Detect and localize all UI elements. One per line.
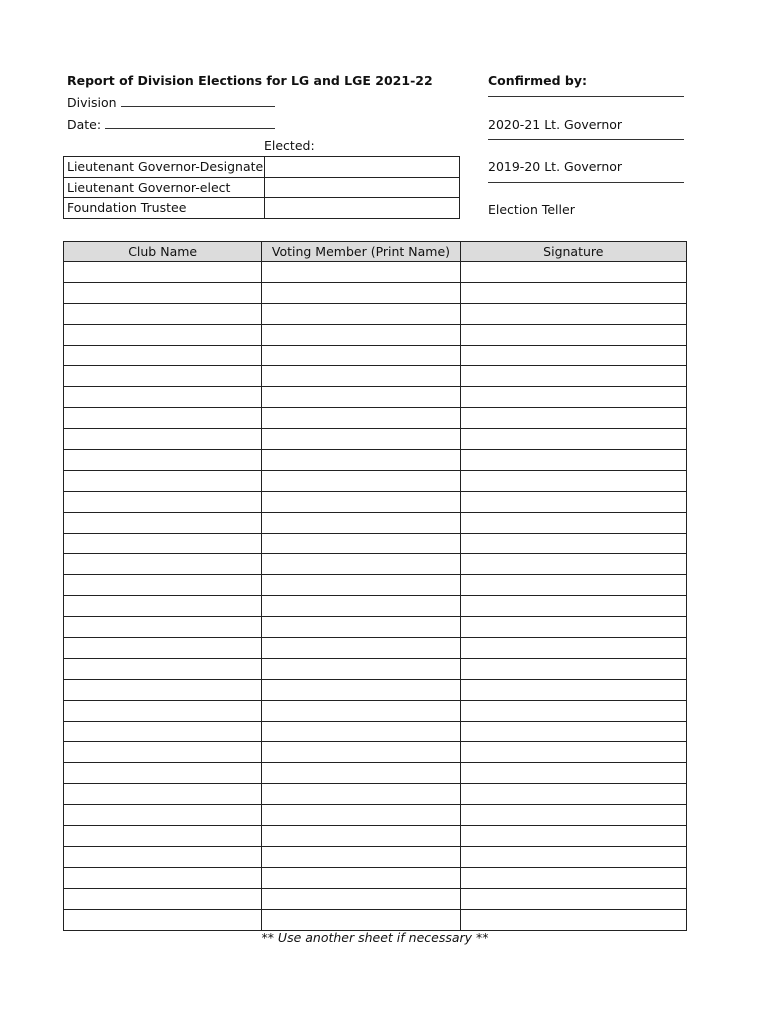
voting-member-cell[interactable] — [262, 721, 460, 742]
table-row — [64, 387, 687, 408]
table-row — [64, 763, 687, 784]
signature-cell[interactable] — [460, 784, 686, 805]
voting-member-cell[interactable] — [262, 262, 460, 283]
signature-cell[interactable] — [460, 345, 686, 366]
club-name-cell[interactable] — [64, 345, 262, 366]
voting-member-cell[interactable] — [262, 888, 460, 909]
report-title: Report of Division Elections for LG and LGE 2021-22 — [67, 73, 433, 88]
elected-name-cell[interactable] — [265, 157, 460, 178]
signature-line[interactable] — [488, 139, 684, 140]
table-row — [64, 721, 687, 742]
division-label: Division — [67, 95, 117, 110]
voting-table — [63, 241, 687, 931]
table-row — [64, 700, 687, 721]
voting-member-cell[interactable] — [262, 345, 460, 366]
table-row — [64, 784, 687, 805]
signature-cell[interactable] — [460, 262, 686, 283]
table-row — [64, 470, 687, 491]
signature-cell[interactable] — [460, 846, 686, 867]
elected-row — [64, 177, 460, 198]
voting-member-cell[interactable] — [262, 533, 460, 554]
elected-position: Foundation Trustee — [64, 198, 265, 219]
table-row — [64, 512, 687, 533]
elected-position: Lieutenant Governor-elect — [64, 177, 265, 198]
table-row — [64, 575, 687, 596]
club-name-cell[interactable] — [64, 324, 262, 345]
signature-cell[interactable] — [460, 282, 686, 303]
club-name-cell[interactable] — [64, 387, 262, 408]
club-name-cell[interactable] — [64, 679, 262, 700]
club-name-cell[interactable] — [64, 282, 262, 303]
signature-cell[interactable] — [460, 303, 686, 324]
voting-member-cell[interactable] — [262, 742, 460, 763]
table-row — [64, 742, 687, 763]
signature-cell[interactable] — [460, 429, 686, 450]
table-row — [64, 366, 687, 387]
footnote: ** Use another sheet if necessary ** — [261, 930, 489, 945]
voting-member-cell[interactable] — [262, 617, 460, 638]
club-name-cell[interactable] — [64, 575, 262, 596]
voting-member-cell[interactable] — [262, 679, 460, 700]
column-header-voting-member: Voting Member (Print Name) — [262, 242, 460, 262]
signature-line[interactable] — [488, 182, 684, 183]
table-row — [64, 303, 687, 324]
signature-cell[interactable] — [460, 805, 686, 826]
club-name-cell[interactable] — [64, 450, 262, 471]
club-name-cell[interactable] — [64, 763, 262, 784]
voting-member-cell[interactable] — [262, 282, 460, 303]
table-row — [64, 596, 687, 617]
signature-cell[interactable] — [460, 721, 686, 742]
table-row — [64, 554, 687, 575]
voting-member-cell[interactable] — [262, 512, 460, 533]
voting-member-cell[interactable] — [262, 554, 460, 575]
elected-row — [64, 198, 460, 219]
signature-cell[interactable] — [460, 888, 686, 909]
voting-member-cell[interactable] — [262, 638, 460, 659]
voting-member-cell[interactable] — [262, 450, 460, 471]
table-row — [64, 429, 687, 450]
voting-member-cell[interactable] — [262, 470, 460, 491]
voting-table-body — [64, 262, 687, 931]
signature-cell[interactable] — [460, 867, 686, 888]
club-name-cell[interactable] — [64, 784, 262, 805]
table-row — [64, 638, 687, 659]
signature-cell[interactable] — [460, 700, 686, 721]
signer-label: 2020-21 Lt. Governor — [488, 117, 623, 132]
voting-member-cell[interactable] — [262, 826, 460, 847]
signature-cell[interactable] — [460, 324, 686, 345]
elected-name-cell[interactable] — [265, 198, 460, 219]
club-name-cell[interactable] — [64, 888, 262, 909]
column-header-signature: Signature — [460, 242, 686, 262]
signature-cell[interactable] — [460, 909, 686, 930]
date-label: Date: — [67, 117, 102, 132]
signature-cell[interactable] — [460, 596, 686, 617]
voting-member-cell[interactable] — [262, 491, 460, 512]
table-row — [64, 888, 687, 909]
table-row — [64, 282, 687, 303]
club-name-cell[interactable] — [64, 826, 262, 847]
division-field[interactable] — [67, 95, 275, 110]
signature-cell[interactable] — [460, 366, 686, 387]
voting-member-cell[interactable] — [262, 846, 460, 867]
club-name-cell[interactable] — [64, 617, 262, 638]
signature-cell[interactable] — [460, 763, 686, 784]
signature-line[interactable] — [488, 96, 684, 97]
table-row — [64, 450, 687, 471]
signature-cell[interactable] — [460, 658, 686, 679]
table-row — [64, 533, 687, 554]
voting-member-cell[interactable] — [262, 303, 460, 324]
voting-member-cell[interactable] — [262, 805, 460, 826]
club-name-cell[interactable] — [64, 596, 262, 617]
club-name-cell[interactable] — [64, 512, 262, 533]
table-row — [64, 408, 687, 429]
signature-cell[interactable] — [460, 554, 686, 575]
club-name-cell[interactable] — [64, 700, 262, 721]
club-name-cell[interactable] — [64, 846, 262, 867]
club-name-cell[interactable] — [64, 470, 262, 491]
elected-name-cell[interactable] — [265, 177, 460, 198]
club-name-cell[interactable] — [64, 408, 262, 429]
club-name-cell[interactable] — [64, 491, 262, 512]
table-row — [64, 846, 687, 867]
voting-member-cell[interactable] — [262, 763, 460, 784]
signature-cell[interactable] — [460, 742, 686, 763]
signature-cell[interactable] — [460, 638, 686, 659]
voting-member-cell[interactable] — [262, 596, 460, 617]
signature-cell[interactable] — [460, 470, 686, 491]
club-name-cell[interactable] — [64, 262, 262, 283]
voting-table-header-row — [64, 242, 687, 262]
table-row — [64, 617, 687, 638]
voting-member-cell[interactable] — [262, 429, 460, 450]
table-row — [64, 262, 687, 283]
signature-cell[interactable] — [460, 826, 686, 847]
signature-cell[interactable] — [460, 533, 686, 554]
club-name-cell[interactable] — [64, 638, 262, 659]
signature-cell[interactable] — [460, 387, 686, 408]
table-row — [64, 324, 687, 345]
voting-member-cell[interactable] — [262, 408, 460, 429]
voting-member-cell[interactable] — [262, 867, 460, 888]
elected-table — [63, 156, 460, 219]
club-name-cell[interactable] — [64, 658, 262, 679]
voting-member-cell[interactable] — [262, 575, 460, 596]
club-name-cell[interactable] — [64, 303, 262, 324]
division-blank[interactable] — [121, 97, 275, 107]
signature-cell[interactable] — [460, 408, 686, 429]
club-name-cell[interactable] — [64, 805, 262, 826]
elected-position: Lieutenant Governor-Designate — [64, 157, 265, 178]
signature-cell[interactable] — [460, 450, 686, 471]
signer-label: Election Teller — [488, 202, 575, 217]
column-header-club-name: Club Name — [64, 242, 262, 262]
voting-member-cell[interactable] — [262, 784, 460, 805]
voting-member-cell[interactable] — [262, 324, 460, 345]
voting-member-cell[interactable] — [262, 658, 460, 679]
confirmed-by-title: Confirmed by: — [488, 73, 587, 88]
elected-label: Elected: — [264, 138, 315, 153]
club-name-cell[interactable] — [64, 366, 262, 387]
club-name-cell[interactable] — [64, 429, 262, 450]
club-name-cell[interactable] — [64, 742, 262, 763]
table-row — [64, 658, 687, 679]
signature-cell[interactable] — [460, 491, 686, 512]
signature-cell[interactable] — [460, 512, 686, 533]
signature-cell[interactable] — [460, 575, 686, 596]
club-name-cell[interactable] — [64, 721, 262, 742]
table-row — [64, 805, 687, 826]
voting-member-cell[interactable] — [262, 366, 460, 387]
date-blank[interactable] — [105, 119, 275, 129]
table-row — [64, 826, 687, 847]
table-row — [64, 867, 687, 888]
voting-member-cell[interactable] — [262, 909, 460, 930]
club-name-cell[interactable] — [64, 909, 262, 930]
signature-cell[interactable] — [460, 679, 686, 700]
club-name-cell[interactable] — [64, 554, 262, 575]
table-row — [64, 491, 687, 512]
voting-member-cell[interactable] — [262, 700, 460, 721]
table-row — [64, 909, 687, 930]
club-name-cell[interactable] — [64, 867, 262, 888]
date-field[interactable] — [67, 117, 275, 132]
table-row — [64, 345, 687, 366]
club-name-cell[interactable] — [64, 533, 262, 554]
signer-label: 2019-20 Lt. Governor — [488, 159, 623, 174]
signature-cell[interactable] — [460, 617, 686, 638]
elected-row — [64, 157, 460, 178]
voting-member-cell[interactable] — [262, 387, 460, 408]
table-row — [64, 679, 687, 700]
